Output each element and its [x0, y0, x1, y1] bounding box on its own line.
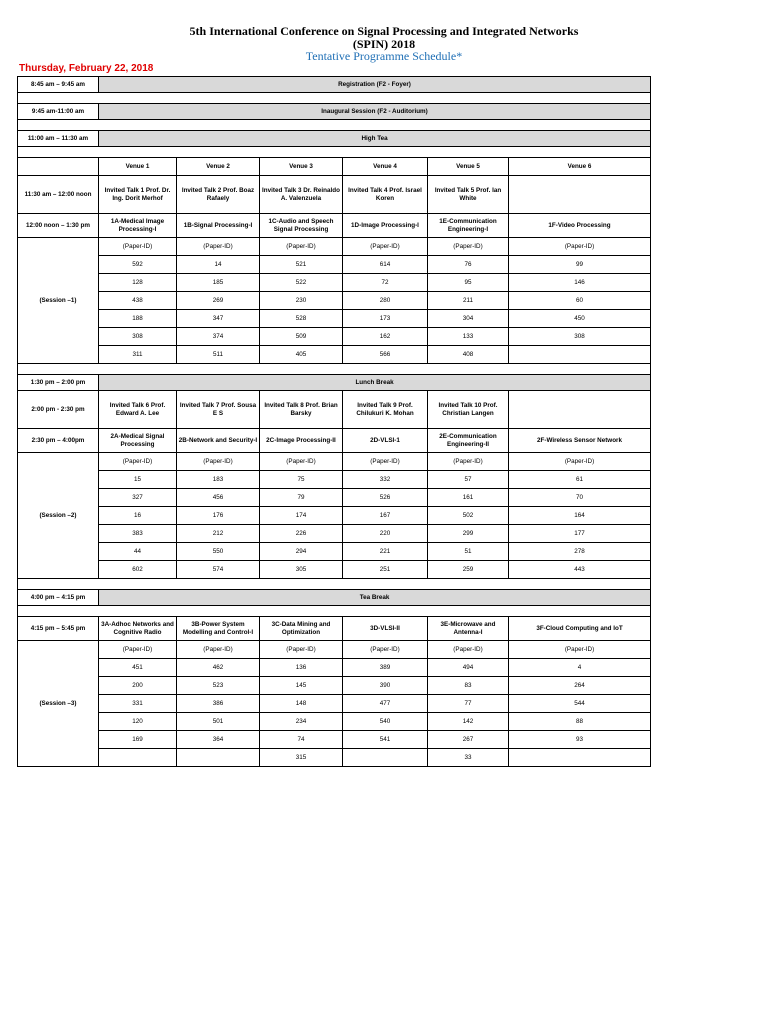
paper-id-cell: 540 — [343, 713, 428, 731]
inaugural-banner: Inaugural Session (F2 - Auditorium) — [99, 104, 651, 120]
table-row — [18, 489, 651, 507]
paper-id-cell: 592 — [99, 256, 177, 274]
track-name: 3E-Microwave and Antenna-I — [428, 617, 509, 641]
spacer-cell — [18, 147, 651, 158]
venue-header: Venue 1 — [99, 158, 177, 176]
invited-talk-cell: Invited Talk 8 Prof. Brian Barsky — [260, 391, 343, 429]
paper-id-cell: 173 — [343, 310, 428, 328]
paper-id-cell: 142 — [428, 713, 509, 731]
paper-id-cell: (Paper-ID) — [509, 453, 651, 471]
paper-id-cell: 75 — [260, 471, 343, 489]
schedule-table — [17, 76, 651, 767]
paper-id-cell: 176 — [177, 507, 260, 525]
time-slot: 4:00 pm – 4:15 pm — [18, 590, 99, 606]
venue-header: Venue 2 — [177, 158, 260, 176]
paper-id-cell: 14 — [177, 256, 260, 274]
paper-id-cell: 70 — [509, 489, 651, 507]
paper-id-cell: 566 — [343, 346, 428, 364]
track-name: 2C-Image Processing-II — [260, 429, 343, 453]
table-row — [18, 391, 651, 429]
time-slot: 1:30 pm – 2:00 pm — [18, 375, 99, 391]
paper-id-cell: 332 — [343, 471, 428, 489]
paper-id-cell: 299 — [428, 525, 509, 543]
paper-id-cell — [509, 346, 651, 364]
paper-id-cell: 614 — [343, 256, 428, 274]
table-row — [18, 328, 651, 346]
paper-id-cell: 185 — [177, 274, 260, 292]
paper-id-cell: (Paper-ID) — [99, 453, 177, 471]
session-label: (Session –3) — [18, 641, 99, 767]
time-slot: 12:00 noon – 1:30 pm — [18, 214, 99, 238]
paper-id-cell: 315 — [260, 749, 343, 767]
table-row — [18, 606, 651, 617]
paper-id-cell: (Paper-ID) — [99, 238, 177, 256]
paper-id-cell: 386 — [177, 695, 260, 713]
paper-id-cell: 251 — [343, 561, 428, 579]
track-name: 3B-Power System Modelling and Control-I — [177, 617, 260, 641]
table-row — [18, 346, 651, 364]
paper-id-cell: 57 — [428, 471, 509, 489]
spacer-cell — [18, 364, 651, 375]
table-row — [18, 214, 651, 238]
table-row — [18, 176, 651, 214]
paper-id-cell: (Paper-ID) — [343, 641, 428, 659]
paper-id-cell: (Paper-ID) — [509, 641, 651, 659]
table-row — [18, 256, 651, 274]
table-row — [18, 274, 651, 292]
table-row — [18, 429, 651, 453]
paper-id-cell: 120 — [99, 713, 177, 731]
table-row — [18, 749, 651, 767]
track-name: 3D-VLSI-II — [343, 617, 428, 641]
track-name: 2D-VLSI-1 — [343, 429, 428, 453]
invited-talk-cell — [509, 391, 651, 429]
paper-id-cell: (Paper-ID) — [260, 641, 343, 659]
track-name: 2B-Network and Security-I — [177, 429, 260, 453]
schedule-date: Thursday, February 22, 2018 — [19, 63, 154, 74]
paper-id-cell: 450 — [509, 310, 651, 328]
paper-id-cell: 523 — [177, 677, 260, 695]
track-name: 3F-Cloud Computing and IoT — [509, 617, 651, 641]
time-slot: 4:15 pm – 5:45 pm — [18, 617, 99, 641]
paper-id-cell: 264 — [509, 677, 651, 695]
table-row — [18, 131, 651, 147]
track-name: 1F-Video Processing — [509, 214, 651, 238]
track-name: 1B-Signal Processing-I — [177, 214, 260, 238]
invited-talk-cell: Invited Talk 2 Prof. Boaz Rafaely — [177, 176, 260, 214]
paper-id-cell: 574 — [177, 561, 260, 579]
table-row — [18, 677, 651, 695]
paper-id-cell: (Paper-ID) — [177, 453, 260, 471]
paper-id-cell: 269 — [177, 292, 260, 310]
paper-id-cell: 95 — [428, 274, 509, 292]
paper-id-cell: 220 — [343, 525, 428, 543]
paper-id-cell: 511 — [177, 346, 260, 364]
paper-id-cell: 162 — [343, 328, 428, 346]
paper-id-cell: 148 — [260, 695, 343, 713]
paper-id-cell: 93 — [509, 731, 651, 749]
paper-id-cell: 502 — [428, 507, 509, 525]
paper-id-cell: 164 — [509, 507, 651, 525]
time-slot: 2:30 pm – 4:00pm — [18, 429, 99, 453]
track-name: 3C-Data Mining and Optimization — [260, 617, 343, 641]
spacer-cell — [18, 93, 651, 104]
venue-header: Venue 3 — [260, 158, 343, 176]
table-row — [18, 364, 651, 375]
paper-id-cell: 374 — [177, 328, 260, 346]
table-row — [18, 292, 651, 310]
time-slot: 8:45 am – 9:45 am — [18, 77, 99, 93]
paper-id-cell: 305 — [260, 561, 343, 579]
paper-id-cell: 541 — [343, 731, 428, 749]
paper-id-cell: (Paper-ID) — [177, 238, 260, 256]
table-row — [18, 77, 651, 93]
paper-id-cell: 501 — [177, 713, 260, 731]
table-row — [18, 120, 651, 131]
paper-id-cell: 327 — [99, 489, 177, 507]
paper-id-cell: 167 — [343, 507, 428, 525]
track-name: 1C-Audio and Speech Signal Processing — [260, 214, 343, 238]
paper-id-cell: 188 — [99, 310, 177, 328]
track-name: 3A-Adhoc Networks and Cognitive Radio — [99, 617, 177, 641]
paper-id-cell: 521 — [260, 256, 343, 274]
track-name: 2F-Wireless Sensor Network — [509, 429, 651, 453]
paper-id-cell: 79 — [260, 489, 343, 507]
paper-id-cell: 61 — [509, 471, 651, 489]
paper-id-cell: 383 — [99, 525, 177, 543]
paper-id-cell: 83 — [428, 677, 509, 695]
paper-id-cell: 145 — [260, 677, 343, 695]
paper-id-cell: 544 — [509, 695, 651, 713]
spacer-cell — [18, 579, 651, 590]
table-row — [18, 731, 651, 749]
paper-id-cell: (Paper-ID) — [428, 641, 509, 659]
invited-talk-cell — [509, 176, 651, 214]
paper-id-cell: 451 — [99, 659, 177, 677]
paper-id-cell: 528 — [260, 310, 343, 328]
paper-id-cell: 331 — [99, 695, 177, 713]
table-row — [18, 453, 651, 471]
paper-id-cell: 347 — [177, 310, 260, 328]
table-row — [18, 310, 651, 328]
high_tea-banner: High Tea — [99, 131, 651, 147]
paper-id-cell: 477 — [343, 695, 428, 713]
schedule-subtitle: Tentative Programme Schedule* — [305, 49, 463, 63]
track-name: 2A-Medical Signal Processing — [99, 429, 177, 453]
paper-id-cell: (Paper-ID) — [428, 238, 509, 256]
invited-talk-cell: Invited Talk 9 Prof. Chilukuri K. Mohan — [343, 391, 428, 429]
paper-id-cell: 364 — [177, 731, 260, 749]
invited-talk-cell: Invited Talk 4 Prof. Israel Koren — [343, 176, 428, 214]
paper-id-cell: 99 — [509, 256, 651, 274]
conference-title: 5th International Conference on Signal Processing and Integrated Networks — [189, 24, 579, 38]
table-row — [18, 590, 651, 606]
paper-id-cell: 72 — [343, 274, 428, 292]
table-row — [18, 561, 651, 579]
paper-id-cell — [177, 749, 260, 767]
paper-id-cell: 174 — [260, 507, 343, 525]
paper-id-cell: 259 — [428, 561, 509, 579]
paper-id-cell: 16 — [99, 507, 177, 525]
paper-id-cell: 76 — [428, 256, 509, 274]
paper-id-cell: 60 — [509, 292, 651, 310]
invited-talk-cell: Invited Talk 5 Prof. Ian White — [428, 176, 509, 214]
paper-id-cell: 311 — [99, 346, 177, 364]
paper-id-cell: 133 — [428, 328, 509, 346]
paper-id-cell: (Paper-ID) — [343, 453, 428, 471]
time-slot: 11:00 am – 11:30 am — [18, 131, 99, 147]
time-slot: 2:00 pm - 2:30 pm — [18, 391, 99, 429]
track-name: 1A-Medical Image Processing-I — [99, 214, 177, 238]
paper-id-cell: 308 — [99, 328, 177, 346]
table-row — [18, 158, 651, 176]
conference-short-title: (SPIN) 2018 — [352, 37, 416, 51]
paper-id-cell: 405 — [260, 346, 343, 364]
paper-id-cell: 550 — [177, 543, 260, 561]
paper-id-cell: 211 — [428, 292, 509, 310]
paper-id-cell: 280 — [343, 292, 428, 310]
table-row — [18, 238, 651, 256]
session-label: (Session –2) — [18, 453, 99, 579]
paper-id-cell: 128 — [99, 274, 177, 292]
paper-id-cell: 304 — [428, 310, 509, 328]
paper-id-cell: 212 — [177, 525, 260, 543]
paper-id-cell: 308 — [509, 328, 651, 346]
paper-id-cell: (Paper-ID) — [260, 238, 343, 256]
table-row — [18, 641, 651, 659]
spacer-cell — [18, 606, 651, 617]
paper-id-cell: 526 — [343, 489, 428, 507]
table-row — [18, 507, 651, 525]
spacer-cell — [18, 120, 651, 131]
table-row — [18, 375, 651, 391]
paper-id-cell: 88 — [509, 713, 651, 731]
paper-id-cell — [343, 749, 428, 767]
paper-id-cell: 161 — [428, 489, 509, 507]
venue-header: Venue 5 — [428, 158, 509, 176]
track-name: 1D-Image Processing-I — [343, 214, 428, 238]
paper-id-cell: 33 — [428, 749, 509, 767]
time-slot: 9:45 am-11:00 am — [18, 104, 99, 120]
paper-id-cell: 15 — [99, 471, 177, 489]
paper-id-cell: 462 — [177, 659, 260, 677]
tea-banner: Tea Break — [99, 590, 651, 606]
paper-id-cell: 294 — [260, 543, 343, 561]
paper-id-cell: 390 — [343, 677, 428, 695]
paper-id-cell: 438 — [99, 292, 177, 310]
paper-id-cell: 230 — [260, 292, 343, 310]
paper-id-cell: (Paper-ID) — [343, 238, 428, 256]
track-name: 2E-Communication Engineering-II — [428, 429, 509, 453]
lunch-banner: Lunch Break — [99, 375, 651, 391]
paper-id-cell: 74 — [260, 731, 343, 749]
paper-id-cell: 77 — [428, 695, 509, 713]
paper-id-cell: 44 — [99, 543, 177, 561]
paper-id-cell: 169 — [99, 731, 177, 749]
table-row — [18, 525, 651, 543]
paper-id-cell — [99, 749, 177, 767]
venue-header: Venue 4 — [343, 158, 428, 176]
table-row — [18, 617, 651, 641]
paper-id-cell: 183 — [177, 471, 260, 489]
paper-id-cell: 494 — [428, 659, 509, 677]
paper-id-cell: 389 — [343, 659, 428, 677]
paper-id-cell: 509 — [260, 328, 343, 346]
table-row — [18, 93, 651, 104]
paper-id-cell: (Paper-ID) — [99, 641, 177, 659]
paper-id-cell: 221 — [343, 543, 428, 561]
table-row — [18, 713, 651, 731]
paper-id-cell: 226 — [260, 525, 343, 543]
table-row — [18, 579, 651, 590]
table-row — [18, 471, 651, 489]
paper-id-cell: (Paper-ID) — [428, 453, 509, 471]
paper-id-cell: (Paper-ID) — [177, 641, 260, 659]
paper-id-cell: 278 — [509, 543, 651, 561]
empty-cell — [18, 158, 99, 176]
paper-id-cell: 146 — [509, 274, 651, 292]
invited-talk-cell: Invited Talk 10 Prof. Christian Langen — [428, 391, 509, 429]
table-row — [18, 104, 651, 120]
invited-talk-cell: Invited Talk 6 Prof. Edward A. Lee — [99, 391, 177, 429]
invited-talk-cell: Invited Talk 1 Prof. Dr. Ing. Dorit Merhof — [99, 176, 177, 214]
paper-id-cell: 51 — [428, 543, 509, 561]
paper-id-cell — [509, 749, 651, 767]
paper-id-cell: 522 — [260, 274, 343, 292]
paper-id-cell: (Paper-ID) — [260, 453, 343, 471]
paper-id-cell: 267 — [428, 731, 509, 749]
track-name: 1E-Communication Engineering-I — [428, 214, 509, 238]
paper-id-cell: 4 — [509, 659, 651, 677]
table-row — [18, 659, 651, 677]
paper-id-cell: 136 — [260, 659, 343, 677]
paper-id-cell: 408 — [428, 346, 509, 364]
paper-id-cell: 443 — [509, 561, 651, 579]
invited-talk-cell: Invited Talk 3 Dr. Reinaldo A. Valenzuela — [260, 176, 343, 214]
paper-id-cell: (Paper-ID) — [509, 238, 651, 256]
venue-header: Venue 6 — [509, 158, 651, 176]
paper-id-cell: 234 — [260, 713, 343, 731]
paper-id-cell: 456 — [177, 489, 260, 507]
table-row — [18, 543, 651, 561]
invited-talk-cell: Invited Talk 7 Prof. Sousa E S — [177, 391, 260, 429]
table-row — [18, 695, 651, 713]
paper-id-cell: 177 — [509, 525, 651, 543]
table-row — [18, 147, 651, 158]
registration-banner: Registration (F2 - Foyer) — [99, 77, 651, 93]
paper-id-cell: 200 — [99, 677, 177, 695]
paper-id-cell: 602 — [99, 561, 177, 579]
time-slot: 11:30 am – 12:00 noon — [18, 176, 99, 214]
session-label: (Session –1) — [18, 238, 99, 364]
